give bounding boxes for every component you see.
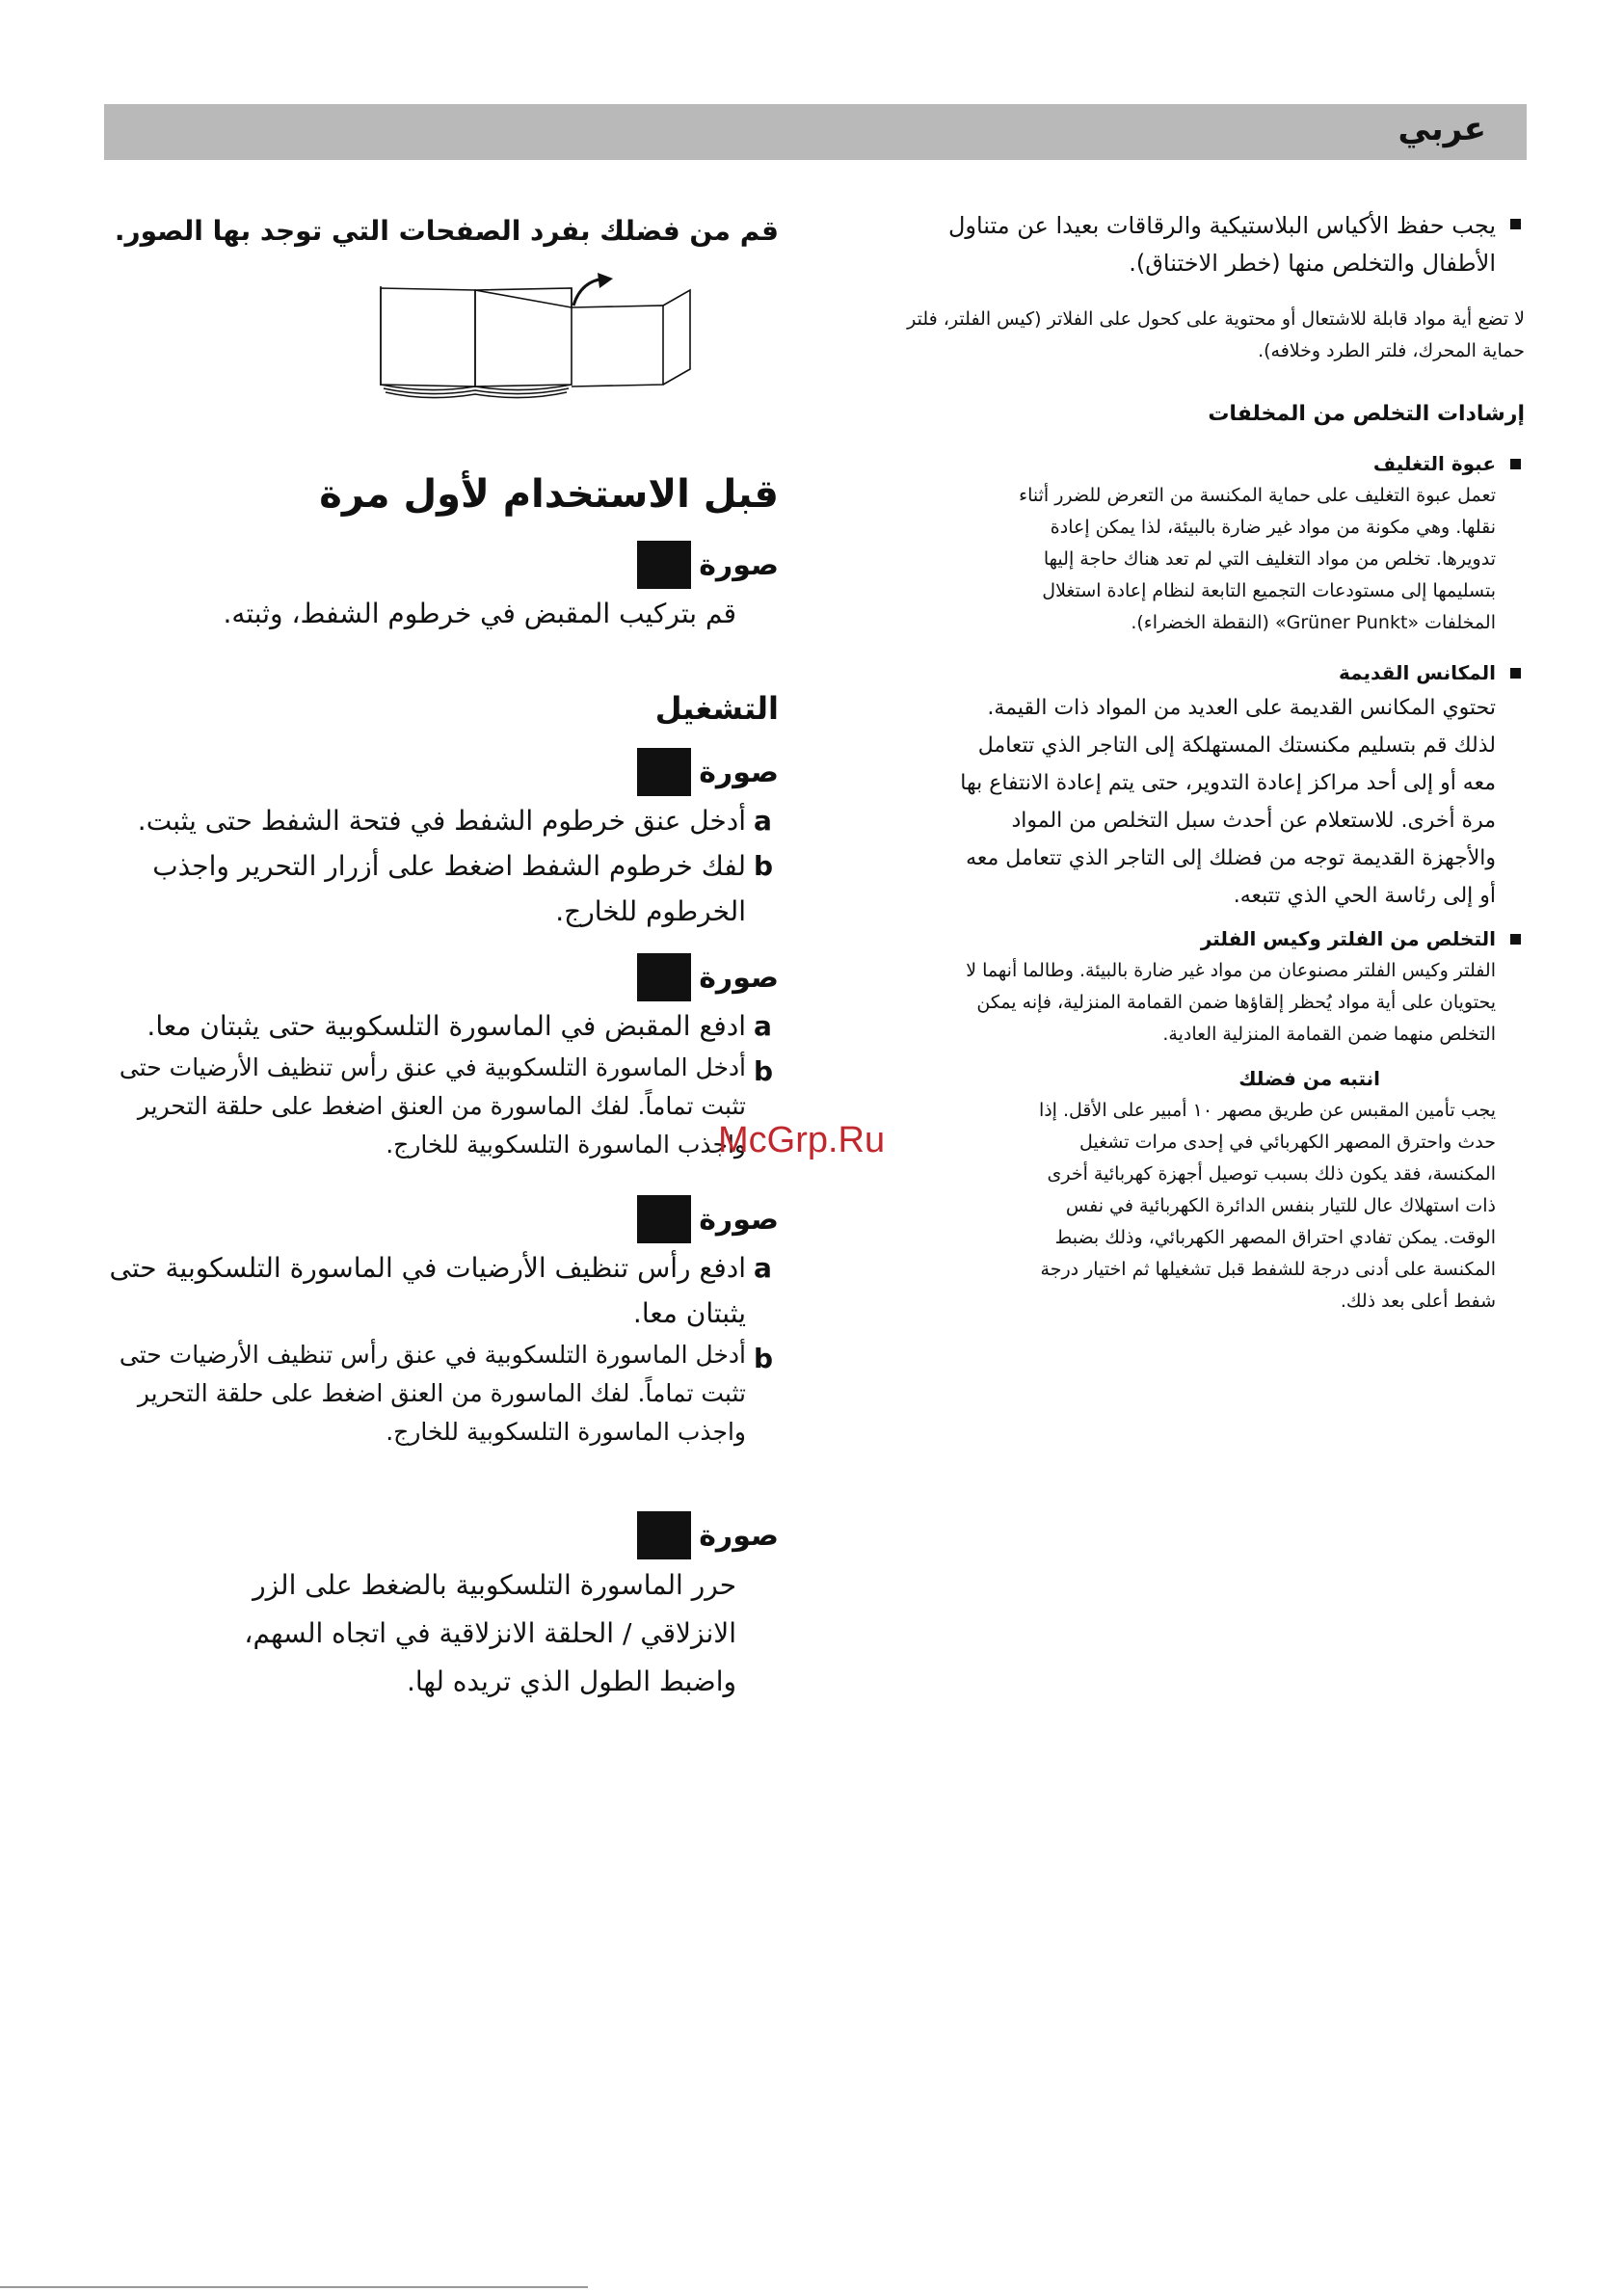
picture-number-box	[637, 748, 691, 796]
step-2b	[104, 1049, 779, 1164]
disposal-heading: إرشادات التخلص من المخلفات	[1208, 402, 1525, 426]
step-1b	[104, 843, 779, 934]
picture-number-box	[637, 1195, 691, 1243]
picture-2-row	[104, 746, 779, 798]
picture-label: صورة	[699, 960, 779, 995]
step-letter-a: a	[754, 1010, 772, 1042]
telescopic-adjust-text: حرر الماسورة التلسكوبية بالضغط على الزر الانزلاقي / الحلقة الانزلاقية في اتجاه السهم، واضبط الطول الذي تريده لها.	[244, 1569, 736, 1697]
step-text: ادفع المقبض في الماسورة التلسكوبية حتى يثبتان معا.	[146, 1010, 746, 1042]
step-letter-b: b	[754, 1055, 774, 1087]
packaging-text: تعمل عبوة التغليف على حماية المكنسة من التعرض للضرر أثناء نقلها. وهي مكونة من مواد غير ضارة بالبيئة، لذا يمكن إعادة تدويرها. تخلص من مواد التغليف التي لم تعد هناك حاجة إليها بتسليمها إلى مستودعات التجميع التابعة لنظام إعادة استغلال المخلفات «Grüner Punkt» (النقطة الخضراء).	[1019, 485, 1496, 633]
picture-label: صورة	[699, 1202, 779, 1237]
picture-label: صورة	[699, 755, 779, 789]
language-title: عربي	[1398, 110, 1486, 148]
picture-number-box	[637, 1511, 691, 1559]
step-letter-b: b	[754, 1343, 774, 1374]
step-text: أدخل الماسورة التلسكوبية في عنق رأس تنظيف الأرضيات حتى تثبت تماماً. لفك الماسورة من العنق اضغط على حلقة التحرير واجذب الماسورة التلسكوبية للخارج.	[119, 1341, 746, 1446]
attention-title: انتبه من فضلك	[1238, 1067, 1380, 1090]
footer-rule	[0, 2286, 588, 2288]
step-text: ادفع رأس تنظيف الأرضيات في الماسورة التلسكوبية حتى يثبتان معا.	[109, 1252, 746, 1329]
picture-5-row	[104, 1509, 779, 1561]
header-bar	[104, 104, 1527, 160]
unfold-instruction: قم من فضلك بفرد الصفحات التي توجد بها الصور.	[114, 215, 779, 247]
flammable-warning: لا تضع أية مواد قابلة للاشتعال أو محتوية على كحول على الفلاتر (كيس الفلتر، فلتر حماية المحرك، فلتر الطرد وخلافه).	[907, 308, 1525, 361]
before-use-text: قم بتركيب المقبض في خرطوم الشفط، وثبته.	[223, 598, 736, 629]
right-column	[896, 207, 1525, 1318]
picture-label: صورة	[699, 1518, 779, 1553]
watermark: McGrp.Ru	[718, 1120, 886, 1160]
unfold-pages-illustration	[104, 269, 779, 452]
picture-label: صورة	[699, 547, 779, 582]
plastic-warning: يجب حفظ الأكياس البلاستيكية والرقاقات بعيدا عن متناول الأطفال والتخلص منها (خطر الاختناق).	[918, 207, 1525, 282]
left-column	[104, 207, 779, 1706]
step-3a	[104, 1245, 779, 1336]
picture-4-row	[104, 1193, 779, 1245]
before-first-use-title: قبل الاستخدام لأول مرة	[319, 472, 779, 517]
step-letter-b: b	[754, 850, 774, 882]
picture-number-box	[637, 953, 691, 1001]
operation-title: التشغيل	[654, 690, 779, 727]
old-vacuums-title: المكانس القديمة	[927, 656, 1525, 689]
step-text: أدخل الماسورة التلسكوبية في عنق رأس تنظيف الأرضيات حتى تثبت تماماً. لفك الماسورة من العنق اضغط على حلقة التحرير واجذب الماسورة التلسكوبية للخارج.	[119, 1053, 746, 1159]
step-1a	[104, 798, 779, 843]
packaging-title: عبوة التغليف	[927, 447, 1525, 480]
old-vacuums-text: تحتوي المكانس القديمة على العديد من المواد ذات القيمة. لذلك قم بتسليم مكنستك المستهلكة إلى التاجر الذي تتعامل معه أو إلى أحد مراكز إعادة التدوير، حتى يتم إعادة الانتفاع بها مرة أخرى. للاستعلام عن أحدث سبل التخلص من المواد والأجهزة القديمة توجه من فضلك إلى التاجر الذي تتعامل معه أو إلى رئاسة الحي الذي تتبعه.	[960, 696, 1496, 908]
attention-text: يجب تأمين المقبس عن طريق مصهر ١٠ أمبير على الأقل. إذا حدث واحترق المصهر الكهربائي في إحدى مرات تشغيل المكنسة، فقد يكون ذلك بسبب توصيل أجهزة كهربائية أخرى ذات استهلاك عال للتيار بنفس الدائرة الكهربائية في نفس الوقت. يمكن تفادي احتراق المصهر الكهربائي، وذلك بضبط المكنسة على أدنى درجة للشفط قبل تشغيلها ثم اختيار درجة شفط أعلى بعد ذلك.	[1038, 1100, 1496, 1312]
step-3b	[104, 1336, 779, 1452]
picture-3-row	[104, 951, 779, 1003]
picture-1-row	[104, 539, 779, 591]
step-text: لفك خرطوم الشفط اضغط على أزرار التحرير واجذب الخرطوم للخارج.	[152, 850, 746, 927]
step-letter-a: a	[754, 805, 772, 837]
filter-disposal-text: الفلتر وكيس الفلتر مصنوعان من مواد غير ضارة بالبيئة. وطالما أنهما لا يحتويان على أية مواد يُحظر إلقاؤها ضمن القمامة المنزلية، فإنه يمكن التخلص منهما ضمن القمامة المنزلية العادية.	[966, 960, 1496, 1045]
step-letter-a: a	[754, 1252, 772, 1284]
step-2a	[104, 1003, 779, 1049]
filter-disposal-title: التخلص من الفلتر وكيس الفلتر	[927, 922, 1525, 955]
step-text: أدخل عنق خرطوم الشفط في فتحة الشفط حتى يثبت.	[137, 805, 746, 837]
picture-number-box	[637, 541, 691, 589]
